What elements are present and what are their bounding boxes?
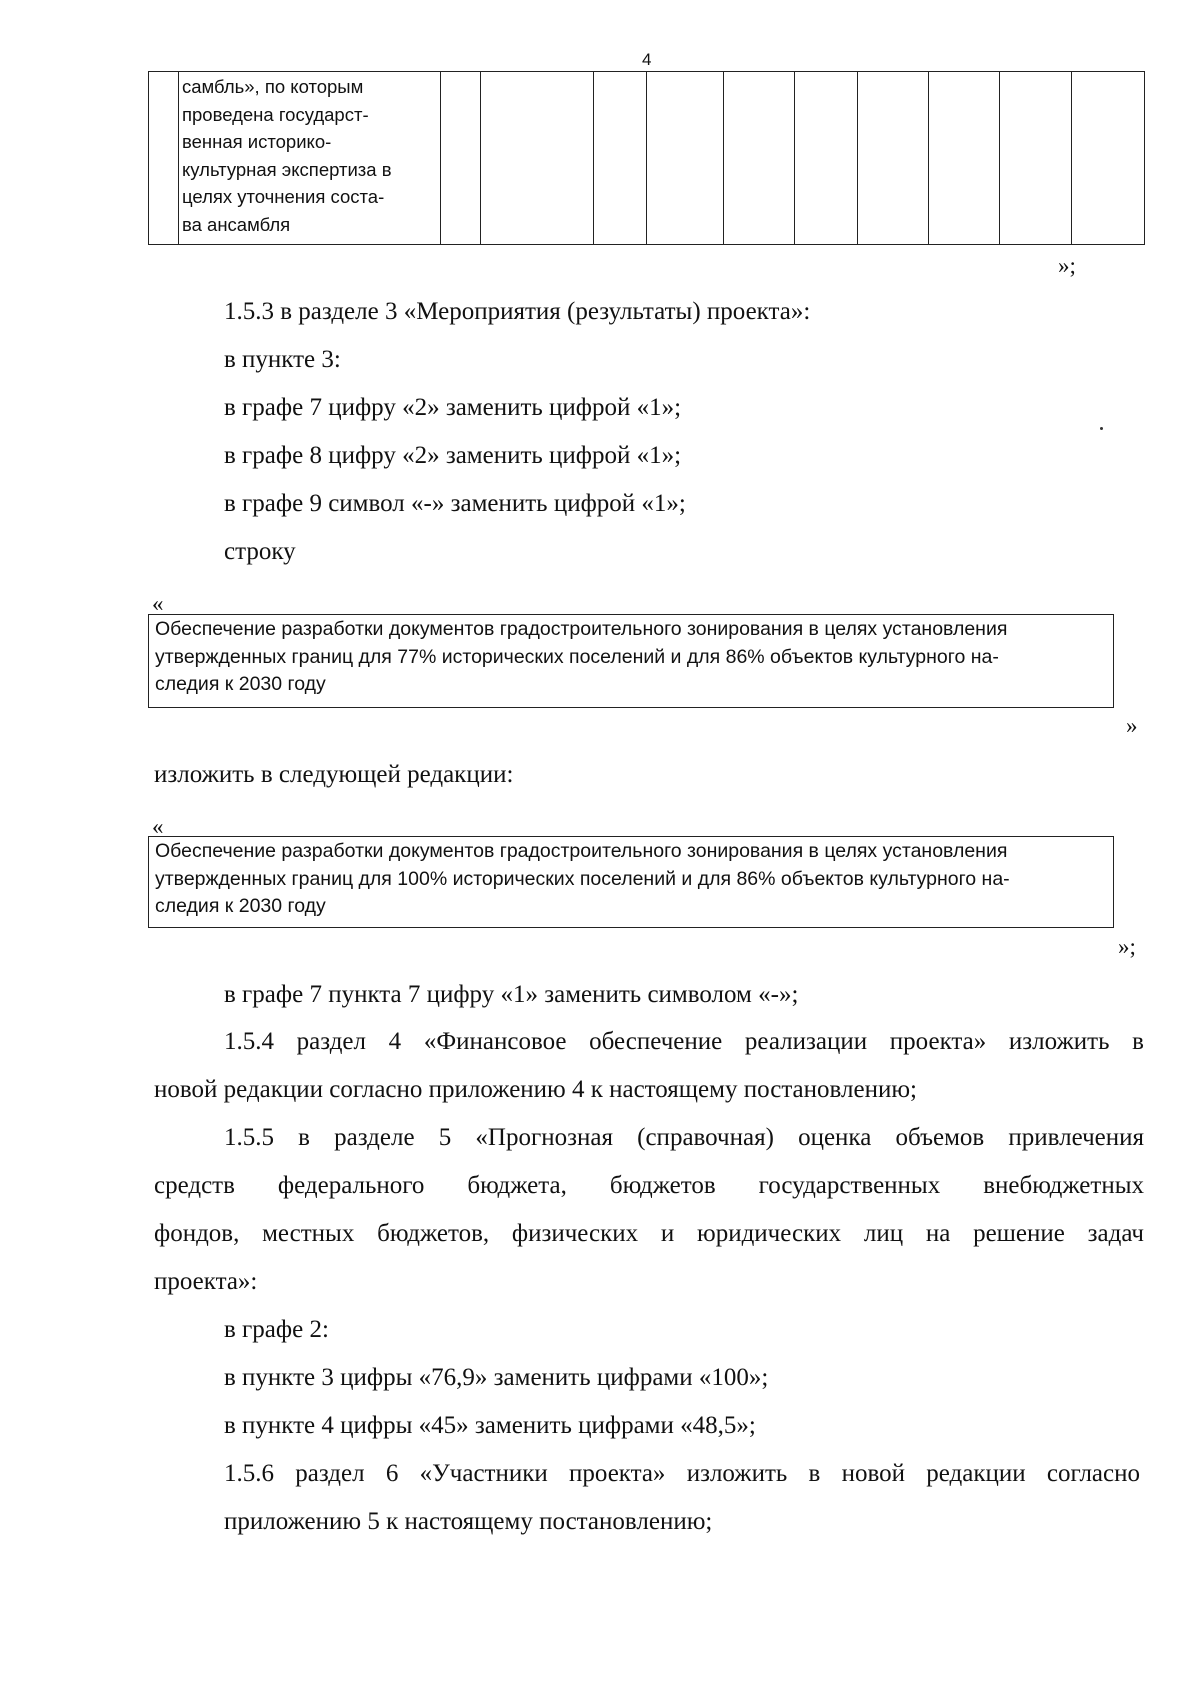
open-quote: « xyxy=(152,814,164,839)
close-quote: »; xyxy=(1118,934,1136,959)
paragraph-1-5-4-line: новой редакции согласно приложению 4 к настоящему постановлению; xyxy=(154,1076,917,1103)
table-cell xyxy=(929,72,1000,245)
table-cell xyxy=(795,72,858,245)
table-text-line: проведена государст- xyxy=(182,103,369,125)
table-text-line: целях уточнения соста- xyxy=(182,186,385,207)
table-text-line: культурная экспертиза в xyxy=(182,158,392,180)
graph-7-change: в графе 7 цифру «2» заменить цифрой «1»; xyxy=(224,394,682,421)
paragraph-1-5-4-line: 1.5.4 раздел 4 «Финансовое обеспечение реализации проекта» изложить в xyxy=(224,1028,1144,1055)
open-quote: « xyxy=(152,591,164,616)
table-text-line: венная историко- xyxy=(182,131,332,152)
row-word: строку xyxy=(224,538,296,565)
table-closing-mark: »; xyxy=(1058,253,1076,278)
old-row-line: Обеспечение разработки документов градостроительного зонирования в целях установления xyxy=(155,618,1008,640)
graph-2-heading: в графе 2: xyxy=(224,1316,329,1343)
paragraph-1-5-5-line: фондов, местных бюджетов, физических и юридических лиц на решение задач xyxy=(154,1220,1144,1247)
paragraph-1-5-5-line: 1.5.5 в разделе 5 «Прогнозная (справочная) оценка объемов привлечения xyxy=(224,1124,1144,1151)
paragraph-1-5-5-line: средств федерального бюджета, бюджетов государственных внебюджетных xyxy=(154,1172,1144,1199)
paragraph-1-5-6-line: 1.5.6 раздел 6 «Участники проекта» изложить в новой редакции согласно xyxy=(224,1460,1140,1487)
continued-table-fragment xyxy=(148,71,1145,245)
old-row-line: утвержденных границ для 77% исторических поселений и для 86% объектов культурного на- xyxy=(155,645,999,668)
paragraph-1-5-6-line: приложению 5 к настоящему постановлению; xyxy=(224,1508,713,1535)
table-text-line: ва ансамбля xyxy=(182,213,291,235)
table-cell xyxy=(481,72,594,245)
graph-8-change: в графе 8 цифру «2» заменить цифрой «1»; xyxy=(224,442,682,469)
table-cell xyxy=(1000,72,1072,245)
new-row-box xyxy=(148,836,1114,928)
graph-9-change: в графе 9 символ «-» заменить цифрой «1»; xyxy=(224,490,686,517)
table-cell xyxy=(441,72,481,245)
table-text-line: самбль», по которым xyxy=(182,76,364,97)
point-4-value-change: в пункте 4 цифры «45» заменить цифрами «48,5»; xyxy=(224,1412,756,1439)
paragraph-1-5-5-line: проекта»: xyxy=(154,1268,258,1295)
table-cell xyxy=(594,72,647,245)
paragraph-1-5-3: 1.5.3 в разделе 3 «Мероприятия (результаты) проекта»: xyxy=(224,298,811,325)
point-3-value-change: в пункте 3 цифры «76,9» заменить цифрами «100»; xyxy=(224,1364,769,1391)
table-cell xyxy=(858,72,929,245)
new-row-line: утвержденных границ для 100% исторических поселений и для 86% объектов культурного на- xyxy=(155,867,1010,890)
table-cell xyxy=(149,72,179,245)
new-row-line: Обеспечение разработки документов градостроительного зонирования в целях установления xyxy=(155,840,1008,862)
point-3-heading: в пункте 3: xyxy=(224,346,341,373)
new-edition-phrase: изложить в следующей редакции: xyxy=(154,761,514,788)
scan-speck xyxy=(1100,427,1103,430)
new-row-line: следия к 2030 году xyxy=(155,895,326,917)
page-number: 4 xyxy=(642,50,652,69)
table-cell xyxy=(724,72,795,245)
table-cell xyxy=(1072,72,1145,245)
old-row-box xyxy=(148,614,1114,708)
table-cell xyxy=(647,72,724,245)
table-cell-text xyxy=(179,72,441,245)
close-quote: » xyxy=(1126,713,1138,738)
graph-7-point-7-change: в графе 7 пункта 7 цифру «1» заменить символом «-»; xyxy=(224,981,799,1008)
old-row-line: следия к 2030 году xyxy=(155,673,326,695)
